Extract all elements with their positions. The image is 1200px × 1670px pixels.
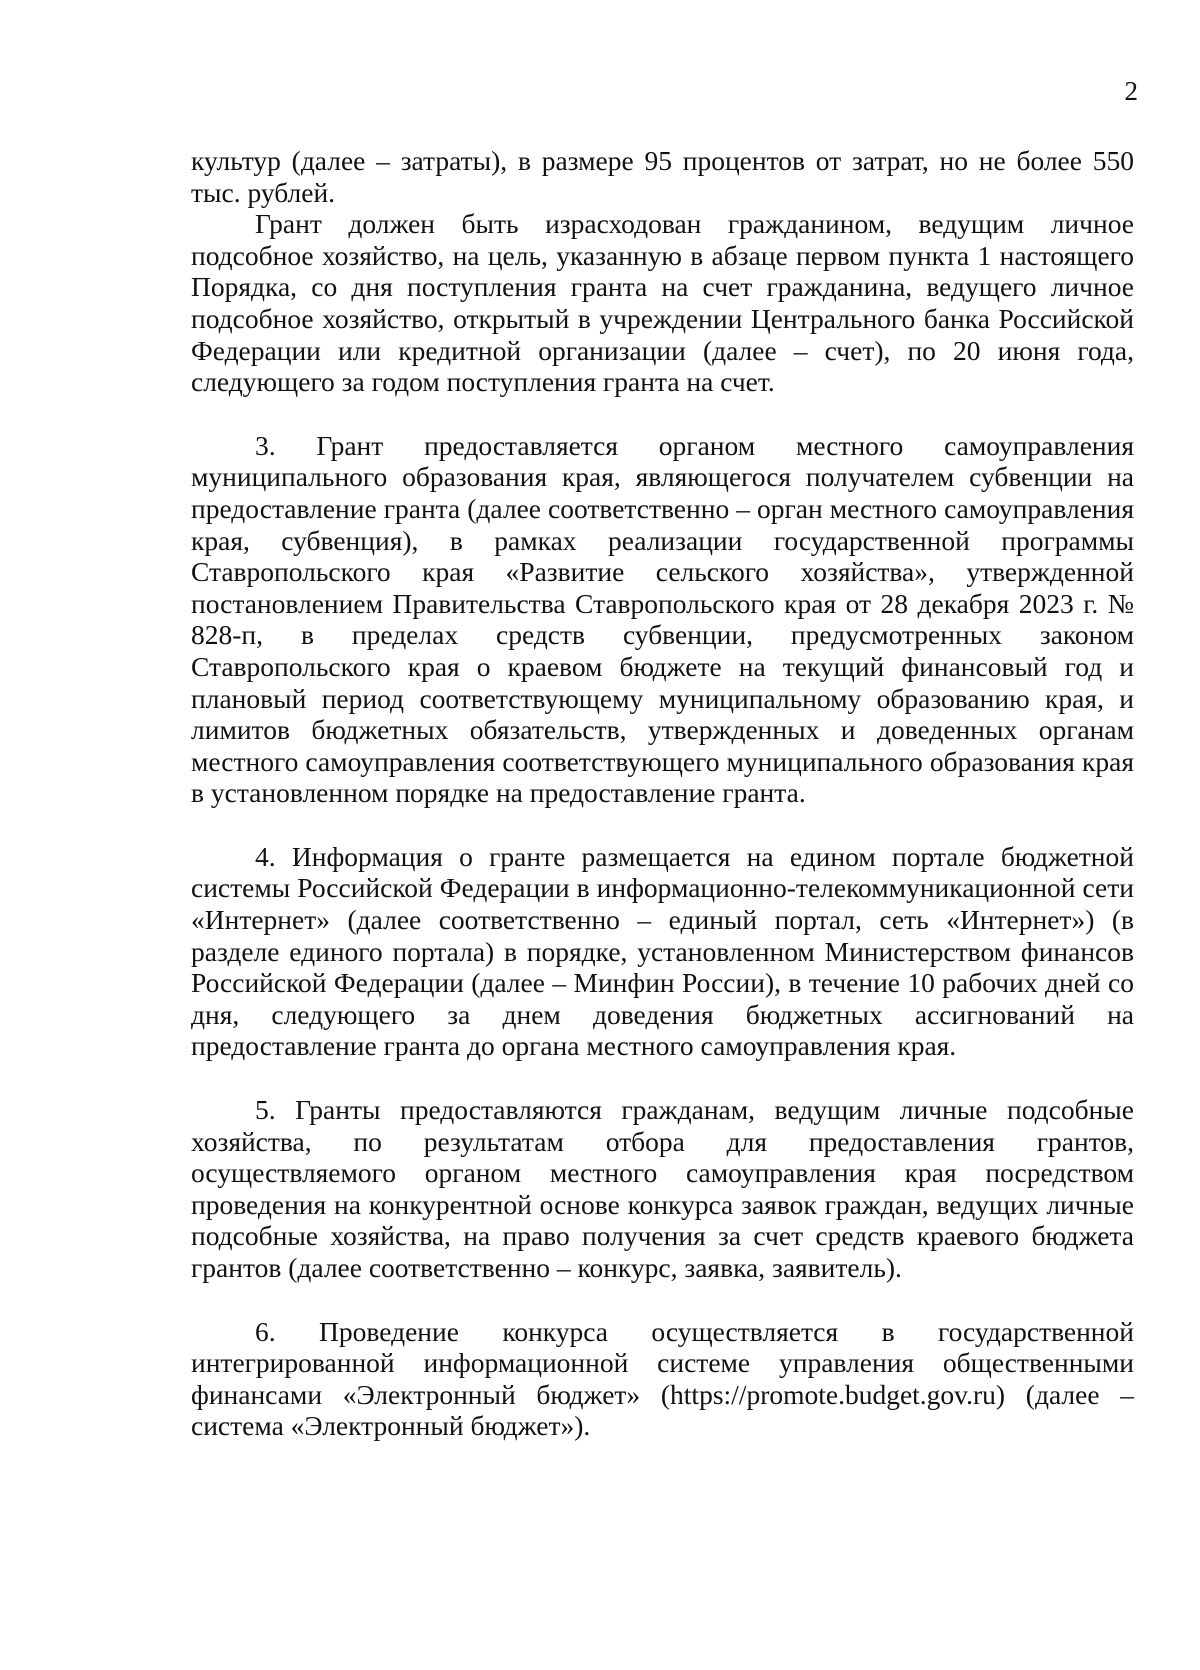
page-number: 2: [1124, 76, 1138, 106]
paragraph-item-3: 3. Грант предоставляется органом местного самоуправления муниципального образования края, являющегося получателем субвенции на предоставление гранта (далее соответственно – орган местного самоуправления края, субвенция), в рамках реализации государственной программы Ставропольского края «Развитие сельского хозяйства», утвержденной постановлением Правительства Ставропольского края от 28 декабря 2023 г. № 828-п, в пределах средств субвенции, предусмотренных законом Ставропольского края о краевом бюджете на текущий финансовый год и плановый период соответствующему муниципальному образованию края, и лимитов бюджетных обязательств, утвержденных и доведенных органам местного самоуправления соответствующего муниципального образования края в установленном порядке на предоставление гранта.: [191, 429, 1134, 809]
paragraph-gap: [191, 809, 1134, 841]
paragraph-grant-usage: Грант должен быть израсходован гражданином, ведущим личное подсобное хозяйство, на цель, указанную в абзаце первом пункта 1 настоящего Порядка, со дня поступления гранта на счет гражданина, ведущего личное подсобное хозяйство, открытый в учреждении Центрального банка Российской Федерации или кредитной организации (далее – счет), по 20 июня года, следующего за годом поступления гранта на счет.: [191, 208, 1134, 398]
paragraph-item-6: 6. Проведение конкурса осуществляется в государственной интегрированной информационной системе управления общественными финансами «Электронный бюджет» (https://promote.budget.gov.ru) (далее – система «Электронный бюджет»).: [191, 1315, 1134, 1442]
paragraph-gap: [191, 1062, 1134, 1094]
paragraph-gap: [191, 1284, 1134, 1316]
paragraph-gap: [191, 398, 1134, 430]
paragraph-item-5: 5. Гранты предоставляются гражданам, ведущим личные подсобные хозяйства, по результатам отбора для предоставления грантов, осуществляемого органом местного самоуправления края посредством проведения на конкурентной основе конкурса заявок граждан, ведущих личные подсобные хозяйства, на право получения за счет средств краевого бюджета грантов (далее соответственно – конкурс, заявка, заявитель).: [191, 1094, 1134, 1283]
paragraph-item-4: 4. Информация о гранте размещается на едином портале бюджетной системы Российской Федерации в информационно-телекоммуникационной сети «Интернет» (далее соответственно – единый портал, сеть «Интернет») (в разделе единого портала) в порядке, установленном Министерством финансов Российской Федерации (далее – Минфин России), в течение 10 рабочих дней со дня, следующего за днем доведения бюджетных ассигнований на предоставление гранта до органа местного самоуправления края.: [191, 840, 1134, 1062]
paragraph-continuation: культур (далее – затраты), в размере 95 процентов от затрат, но не более 550 тыс. рублей.: [191, 145, 1134, 208]
document-body: [191, 145, 1134, 1442]
